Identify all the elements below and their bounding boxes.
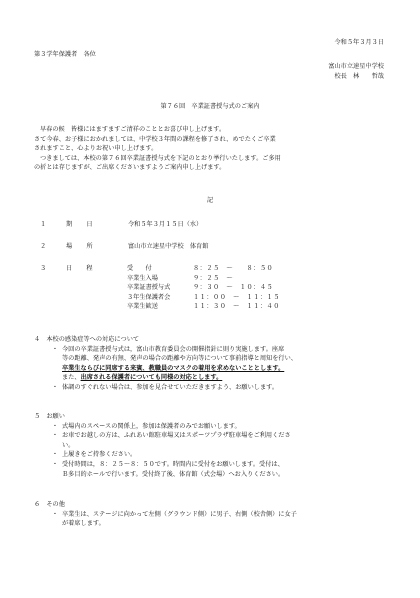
intro-line: さて今春、お子様におかれましては、中学校３年間の課程を修了され、めでたくご卒業 [34,135,276,143]
intro-text [34,125,386,173]
bullet-icon: ・ [51,461,59,469]
detail-num: １ [40,221,47,228]
item-text: 等の距離、発声の有無、発声の場合の距離や方向等について事前指導と周知を行い、 [62,355,297,363]
schedule-event: ３年生保護者会 [127,293,171,301]
intro-line: つきましては、本校の第７６回卒業証書授与式を下記のとおり挙行いたします。ご多用 [40,154,281,162]
principal-name: 校長 林 哲哉 [334,73,384,80]
intro-line: されますこと、心よりお祝い申し上げます。 [34,145,158,153]
bullet-icon: ・ [51,451,59,459]
bullet-icon: ・ [51,510,59,518]
detail-num: ３ [40,265,47,272]
schedule-time: ９：３０ 〜 １０：４５ [193,284,274,292]
list-item [34,422,386,432]
item-text: 上履きをご持参ください。 [62,451,137,459]
school-name: 富山市立速星中学校 [328,63,384,70]
section-requests [34,412,386,479]
schedule-row [127,264,333,274]
recipient: 第３学年保護者 各位 [34,51,96,58]
section-heading: ６ その他 [34,501,65,508]
schedule-time: ８：２５ 〜 ８：５０ [193,265,274,272]
item-text: い。 [62,441,75,449]
item-text: 体調のすぐれない場合は、参加を見合せていただきますよう、お願いします。 [62,384,279,392]
issue-date: 令和５年３月３日 [334,39,384,46]
schedule-event: 卒業生歓送 [127,303,158,311]
item-text: Ｂ多目的ホールで行います。受付終了後、体育館（式会場）へお入りください。 [62,470,285,478]
bullet-icon: ・ [51,345,59,353]
ki-heading: 記 [206,197,214,204]
list-item [34,431,386,441]
document-title: 第７６回 卒業証書授与式のご案内 [160,103,260,110]
detail-label: 日 程 [66,265,97,272]
intro-line: の折とは存じますが、ご出席くださいますようご案内申し上げます。 [34,164,226,172]
schedule-table [127,264,333,312]
item-text: また、 [62,374,81,382]
schedule-time: １１：３０ 〜 １１：４０ [193,303,280,311]
item-text: 受付時間は，８：２５〜８：５０です。時間内に受付をお願いします。受付は、 [62,461,284,469]
list-item [34,383,386,393]
list-item [34,450,386,460]
bullet-icon: ・ [51,384,59,392]
schedule-event: 卒業証書授与式 [127,284,171,292]
section-other [34,500,386,529]
detail-value: 富山市立速星中学校 体育館 [128,243,209,250]
bullet-icon: ・ [51,422,59,430]
item-text: が着席します。 [62,520,105,528]
schedule-row [127,293,333,303]
item-text: 卒業生は、ステージに向かって左側（グラウンド側）に男子、右側（校舎側）に女子 [62,510,297,518]
detail-date [40,220,202,230]
detail-label: 期 日 [66,221,97,228]
schedule-time: ９：２５ 〜 [193,274,234,282]
item-text: 今回の卒業証書授与式は，富山市教育委員会の開催指針に則り実施します。座席 [62,345,285,353]
schedule-event: 受 付 [127,265,152,272]
item-text: お車でお越しの方は、ふれあい館駐車場又はスポーツプラザ駐車場をご利用くださ [62,432,291,440]
schedule-time: １１：００ 〜 １１：１５ [193,293,280,301]
section-heading: ４ 本校の感染症等への対応について [34,336,140,343]
emphasis-text: 出席される保護者についても同様の対応とします。 [80,374,223,382]
schedule-row [127,283,333,293]
detail-value: 令和５年３月１５日（水） [128,221,203,228]
list-item [34,510,386,520]
list-item [34,460,386,470]
section-heading: ５ お願い [34,413,65,420]
intro-line: 早春の候 皆様にはますますご清祥のこととお喜び申し上げます。 [40,126,226,133]
schedule-event: 卒業生入場 [127,274,158,282]
detail-place [40,242,208,252]
schedule-row [127,274,333,284]
detail-label: 場 所 [66,243,97,250]
emphasis-text: 卒業生ならびに同席する来賓、教職員のマスクの着用を求めないこととします。 [62,364,285,372]
list-item [34,345,386,355]
detail-num: ２ [40,243,47,250]
schedule-row [127,302,333,312]
bullet-icon: ・ [51,432,59,440]
item-text: 式場内のスペースの関係上，参加は保護者のみでお願いします。 [62,422,241,430]
detail-schedule [40,264,128,274]
section-infection [34,335,386,393]
